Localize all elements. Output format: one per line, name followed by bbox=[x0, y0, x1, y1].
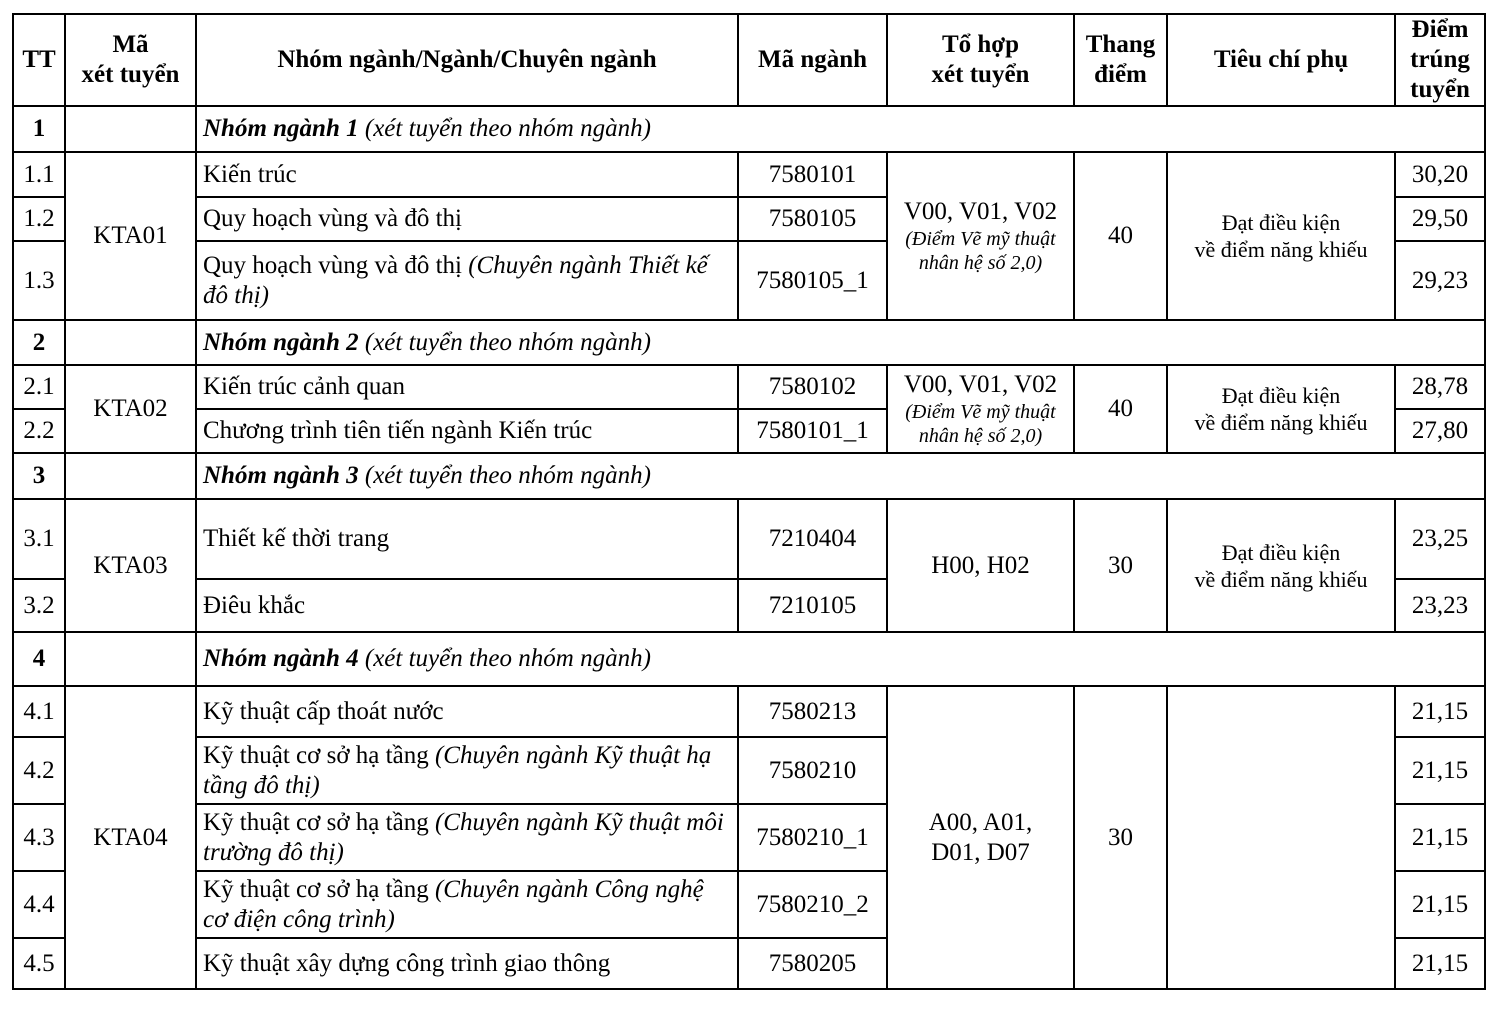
group-row bbox=[13, 320, 1485, 365]
thang-diem: 40 bbox=[1074, 152, 1167, 320]
row-tt: 4.3 bbox=[13, 804, 65, 871]
group-row bbox=[13, 632, 1485, 686]
row-name: Chương trình tiên tiến ngành Kiến trúc bbox=[196, 409, 738, 453]
row-ma-nganh: 7210105 bbox=[738, 579, 887, 632]
row-name: Kỹ thuật cơ sở hạ tầng (Chuyên ngành Kỹ thuật hạ tầng đô thị) bbox=[196, 737, 738, 804]
row-tt: 2.2 bbox=[13, 409, 65, 453]
row-tt: 1.2 bbox=[13, 197, 65, 241]
row-ma-nganh: 7580213 bbox=[738, 686, 887, 737]
thang-diem: 30 bbox=[1074, 686, 1167, 989]
row-ma-nganh: 7580105 bbox=[738, 197, 887, 241]
admission-scores-table bbox=[12, 13, 1486, 990]
thang-diem: 40 bbox=[1074, 365, 1167, 453]
group-title: Nhóm ngành 1 (xét tuyển theo nhóm ngành) bbox=[196, 106, 1485, 152]
ma-xet-tuyen: KTA02 bbox=[65, 365, 196, 453]
to-hop: V00, V01, V02 (Điểm Vẽ mỹ thuật nhân hệ số 2,0) bbox=[887, 365, 1074, 453]
tieu-chi-phu: Đạt điều kiện về điểm năng khiếu bbox=[1167, 365, 1395, 453]
tieu-chi-phu bbox=[1167, 686, 1395, 989]
row-name: Kỹ thuật cơ sở hạ tầng (Chuyên ngành Kỹ thuật môi trường đô thị) bbox=[196, 804, 738, 871]
header-thang-diem: Thang điểm bbox=[1074, 14, 1167, 106]
header-tieu-chi-phu: Tiêu chí phụ bbox=[1167, 14, 1395, 106]
group-tt: 3 bbox=[13, 453, 65, 499]
table-row bbox=[13, 686, 1485, 737]
row-ma-nganh: 7580102 bbox=[738, 365, 887, 409]
row-tt: 3.2 bbox=[13, 579, 65, 632]
row-name: Kiến trúc bbox=[196, 152, 738, 197]
row-ma-nganh: 7580205 bbox=[738, 938, 887, 989]
row-tt: 4.5 bbox=[13, 938, 65, 989]
tieu-chi-phu: Đạt điều kiện về điểm năng khiếu bbox=[1167, 152, 1395, 320]
row-diem: 29,50 bbox=[1395, 197, 1485, 241]
row-diem: 21,15 bbox=[1395, 804, 1485, 871]
header-ma-xet-tuyen: Mã xét tuyển bbox=[65, 14, 196, 106]
row-tt: 4.4 bbox=[13, 871, 65, 938]
row-tt: 3.1 bbox=[13, 499, 65, 579]
to-hop: H00, H02 bbox=[887, 499, 1074, 632]
row-ma-nganh: 7580101 bbox=[738, 152, 887, 197]
row-name: Kỹ thuật cơ sở hạ tầng (Chuyên ngành Công nghệ cơ điện công trình) bbox=[196, 871, 738, 938]
to-hop: V00, V01, V02 (Điểm Vẽ mỹ thuật nhân hệ số 2,0) bbox=[887, 152, 1074, 320]
row-diem: 29,23 bbox=[1395, 241, 1485, 320]
row-ma-nganh: 7580101_1 bbox=[738, 409, 887, 453]
group-title: Nhóm ngành 4 (xét tuyển theo nhóm ngành) bbox=[196, 632, 1485, 686]
ma-xet-tuyen: KTA03 bbox=[65, 499, 196, 632]
tieu-chi-phu: Đạt điều kiện về điểm năng khiếu bbox=[1167, 499, 1395, 632]
table-row bbox=[13, 499, 1485, 579]
row-name: Điêu khắc bbox=[196, 579, 738, 632]
group-tt: 2 bbox=[13, 320, 65, 365]
header-ma-nganh: Mã ngành bbox=[738, 14, 887, 106]
header-row bbox=[13, 14, 1485, 106]
group-row bbox=[13, 453, 1485, 499]
group-row bbox=[13, 106, 1485, 152]
row-diem: 21,15 bbox=[1395, 938, 1485, 989]
header-nhom-nganh: Nhóm ngành/Ngành/Chuyên ngành bbox=[196, 14, 738, 106]
row-tt: 2.1 bbox=[13, 365, 65, 409]
to-hop: A00, A01, D01, D07 bbox=[887, 686, 1074, 989]
row-tt: 4.1 bbox=[13, 686, 65, 737]
row-tt: 4.2 bbox=[13, 737, 65, 804]
ma-xet-tuyen: KTA01 bbox=[65, 152, 196, 320]
row-tt: 1.1 bbox=[13, 152, 65, 197]
table-row bbox=[13, 365, 1485, 409]
group-title: Nhóm ngành 3 (xét tuyển theo nhóm ngành) bbox=[196, 453, 1485, 499]
row-diem: 28,78 bbox=[1395, 365, 1485, 409]
row-ma-nganh: 7580210_1 bbox=[738, 804, 887, 871]
row-name: Thiết kế thời trang bbox=[196, 499, 738, 579]
group-tt: 1 bbox=[13, 106, 65, 152]
thang-diem: 30 bbox=[1074, 499, 1167, 632]
row-ma-nganh: 7210404 bbox=[738, 499, 887, 579]
table-row bbox=[13, 152, 1485, 197]
group-title: Nhóm ngành 2 (xét tuyển theo nhóm ngành) bbox=[196, 320, 1485, 365]
row-name: Quy hoạch vùng và đô thị bbox=[196, 197, 738, 241]
ma-xet-tuyen: KTA04 bbox=[65, 686, 196, 989]
row-diem: 27,80 bbox=[1395, 409, 1485, 453]
row-diem: 23,23 bbox=[1395, 579, 1485, 632]
row-tt: 1.3 bbox=[13, 241, 65, 320]
row-ma-nganh: 7580210 bbox=[738, 737, 887, 804]
row-diem: 21,15 bbox=[1395, 871, 1485, 938]
row-name: Kiến trúc cảnh quan bbox=[196, 365, 738, 409]
row-diem: 30,20 bbox=[1395, 152, 1485, 197]
row-diem: 23,25 bbox=[1395, 499, 1485, 579]
row-diem: 21,15 bbox=[1395, 737, 1485, 804]
row-name: Quy hoạch vùng và đô thị (Chuyên ngành Thiết kế đô thị) bbox=[196, 241, 738, 320]
row-diem: 21,15 bbox=[1395, 686, 1485, 737]
row-name: Kỹ thuật xây dựng công trình giao thông bbox=[196, 938, 738, 989]
row-name: Kỹ thuật cấp thoát nước bbox=[196, 686, 738, 737]
header-tt: TT bbox=[13, 14, 65, 106]
header-to-hop: Tổ hợp xét tuyển bbox=[887, 14, 1074, 106]
row-ma-nganh: 7580210_2 bbox=[738, 871, 887, 938]
header-diem-trung-tuyen: Điểm trúng tuyển bbox=[1395, 14, 1485, 106]
group-tt: 4 bbox=[13, 632, 65, 686]
row-ma-nganh: 7580105_1 bbox=[738, 241, 887, 320]
